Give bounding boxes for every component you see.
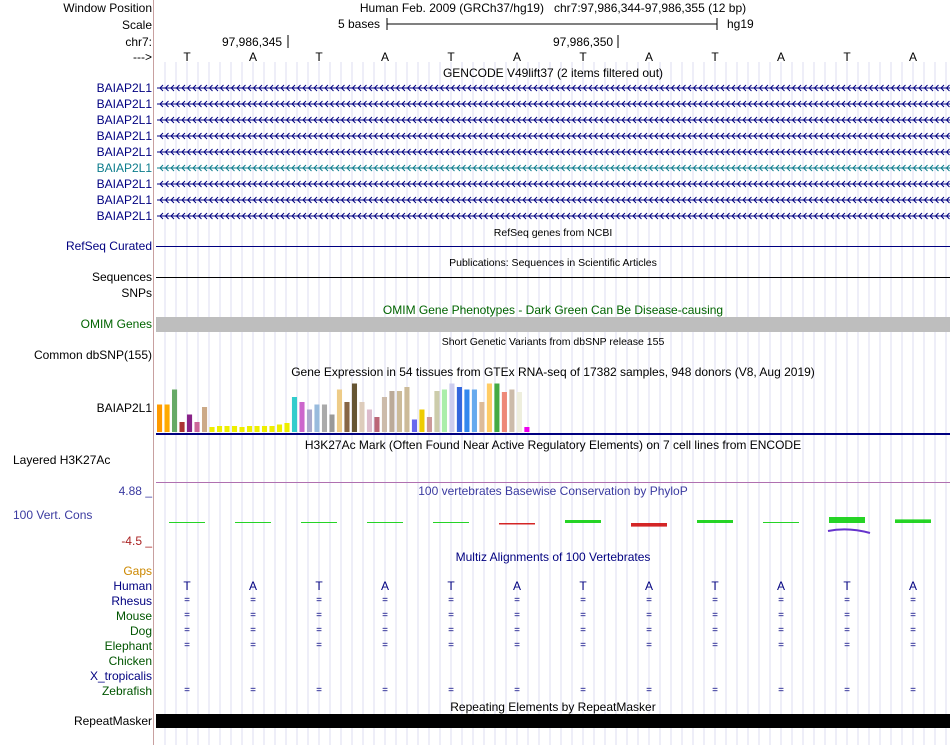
window-position-label: Window Position — [63, 1, 152, 15]
multiz-base: = — [514, 610, 520, 621]
refseq-center-label: RefSeq genes from NCBI — [493, 227, 613, 239]
conservation-bar — [829, 517, 865, 523]
coordinate-tick-2: 97,986,350 — [553, 35, 614, 49]
publications-track-label[interactable]: Sequences — [91, 270, 152, 284]
h3k27ac-center-label: H3K27Ac Mark (Often Found Near Active Regulatory Elements) on 7 cell lines from ENCODE — [304, 438, 802, 452]
refseq-track-label[interactable]: RefSeq Curated — [65, 239, 152, 253]
base-letter: A — [380, 50, 389, 64]
gaps-label: Gaps — [123, 564, 152, 578]
multiz-base: = — [184, 595, 190, 606]
conservation-bar — [169, 522, 205, 523]
multiz-base: = — [580, 595, 586, 606]
multiz-base: T — [183, 579, 191, 593]
multiz-base: = — [712, 640, 718, 651]
snps-label: SNPs — [121, 286, 152, 300]
conservation-bar — [763, 522, 799, 523]
conservation-bar — [367, 522, 403, 523]
multiz-base: = — [316, 640, 322, 651]
multiz-base: = — [778, 595, 784, 606]
strand-label: ---> — [133, 50, 152, 64]
multiz-species-label[interactable]: Elephant — [104, 639, 152, 653]
multiz-base: = — [778, 625, 784, 636]
multiz-base: = — [778, 610, 784, 621]
base-letter: A — [248, 50, 257, 64]
multiz-base: = — [382, 685, 388, 696]
multiz-base: = — [514, 625, 520, 636]
base-letter: T — [711, 50, 719, 64]
conservation-bar — [895, 519, 931, 523]
multiz-base: = — [250, 640, 256, 651]
multiz-base: = — [646, 640, 652, 651]
conservation-bar — [631, 523, 667, 527]
gencode-transcript-label[interactable]: BAIAP2L1 — [96, 113, 152, 127]
repeatmasker-bar[interactable] — [156, 714, 950, 728]
multiz-base: = — [778, 685, 784, 696]
gencode-transcript-label[interactable]: BAIAP2L1 — [96, 97, 152, 111]
conservation-max-label: 4.88 _ — [118, 484, 152, 498]
multiz-base: T — [447, 579, 455, 593]
scale-value: 5 bases — [338, 17, 381, 31]
multiz-base: = — [448, 685, 454, 696]
multiz-base: = — [448, 640, 454, 651]
multiz-base: = — [844, 625, 850, 636]
repeatmasker-center-label: Repeating Elements by RepeatMasker — [450, 700, 656, 714]
base-letter: T — [183, 50, 191, 64]
multiz-base: = — [844, 640, 850, 651]
multiz-base: = — [844, 685, 850, 696]
base-letter: T — [447, 50, 455, 64]
coordinate-tick-1: 97,986,345 — [222, 35, 283, 49]
base-letter: A — [644, 50, 653, 64]
multiz-species-label[interactable]: Human — [113, 579, 152, 593]
multiz-base: = — [910, 595, 916, 606]
chrom-label: chr7: — [125, 35, 152, 49]
multiz-base: = — [712, 610, 718, 621]
multiz-base: = — [184, 610, 190, 621]
gencode-transcript-label[interactable]: BAIAP2L1 — [96, 161, 152, 175]
multiz-center-label: Multiz Alignments of 100 Vertebrates — [455, 550, 651, 564]
multiz-base: = — [514, 685, 520, 696]
multiz-base: = — [646, 595, 652, 606]
conservation-bar — [301, 522, 337, 523]
multiz-base: = — [712, 595, 718, 606]
base-letter: A — [512, 50, 521, 64]
position-text: chr7:97,986,344-97,986,355 (12 bp) — [553, 1, 747, 15]
publications-center-label: Publications: Sequences in Scientific Articles — [449, 257, 657, 269]
multiz-base: = — [184, 640, 190, 651]
multiz-base: A — [644, 579, 653, 593]
base-letter: A — [908, 50, 917, 64]
multiz-base: = — [448, 595, 454, 606]
multiz-base: = — [580, 625, 586, 636]
multiz-base: = — [382, 595, 388, 606]
multiz-base: = — [316, 685, 322, 696]
multiz-base: A — [908, 579, 917, 593]
multiz-base: = — [184, 685, 190, 696]
multiz-base: = — [712, 625, 718, 636]
multiz-base: = — [448, 625, 454, 636]
assembly-text: Human Feb. 2009 (GRCh37/hg19) — [359, 1, 544, 15]
scale-db: hg19 — [727, 17, 754, 31]
multiz-base: = — [844, 595, 850, 606]
multiz-base: = — [778, 640, 784, 651]
multiz-base: = — [514, 640, 520, 651]
gencode-transcript-label[interactable]: BAIAP2L1 — [96, 145, 152, 159]
multiz-base: = — [448, 610, 454, 621]
multiz-base: = — [316, 610, 322, 621]
multiz-species-label[interactable]: Rhesus — [111, 594, 152, 608]
base-letter: T — [579, 50, 587, 64]
gtex-center-label: Gene Expression in 54 tissues from GTEx RNA-seq of 17382 samples, 948 donors (V8, Aug 2019) — [291, 365, 815, 379]
conservation-bar — [433, 522, 469, 523]
multiz-base: A — [512, 579, 521, 593]
multiz-base: = — [580, 640, 586, 651]
gtex-track-label[interactable]: BAIAP2L1 — [96, 401, 152, 415]
gencode-transcript-label[interactable]: BAIAP2L1 — [96, 177, 152, 191]
multiz-base: = — [250, 610, 256, 621]
conservation-bar — [499, 523, 535, 525]
dbsnp-track-label[interactable]: Common dbSNP(155) — [33, 348, 152, 362]
multiz-base: = — [646, 610, 652, 621]
multiz-base: = — [250, 685, 256, 696]
multiz-base: = — [844, 610, 850, 621]
multiz-base: A — [380, 579, 389, 593]
gencode-track-title: GENCODE V49lift37 (2 items filtered out) — [442, 66, 664, 80]
multiz-base: A — [248, 579, 257, 593]
dbsnp-center-label: Short Genetic Variants from dbSNP release 155 — [441, 336, 665, 348]
multiz-base: = — [382, 610, 388, 621]
base-letter: T — [843, 50, 851, 64]
conservation-bar — [235, 522, 271, 523]
multiz-base: T — [711, 579, 719, 593]
base-letter: A — [776, 50, 785, 64]
h3k27ac-track-label[interactable]: Layered H3K27Ac — [13, 453, 111, 467]
conservation-tail — [828, 529, 870, 533]
multiz-species-label[interactable]: X_tropicalis — [89, 669, 152, 683]
multiz-base: = — [910, 625, 916, 636]
multiz-base: = — [250, 595, 256, 606]
multiz-base: = — [250, 625, 256, 636]
multiz-base: A — [776, 579, 785, 593]
multiz-base: = — [910, 685, 916, 696]
multiz-base: = — [316, 625, 322, 636]
multiz-species-label[interactable]: Mouse — [115, 609, 152, 623]
omim-track-label[interactable]: OMIM Genes — [80, 317, 152, 331]
conservation-min-label: -4.5 _ — [121, 534, 152, 548]
multiz-base: T — [843, 579, 851, 593]
conservation-bar — [697, 520, 733, 523]
multiz-base: = — [910, 640, 916, 651]
multiz-base: T — [579, 579, 587, 593]
multiz-base: = — [382, 625, 388, 636]
scale-label: Scale — [121, 18, 152, 32]
multiz-base: = — [184, 625, 190, 636]
gencode-transcript-label[interactable]: BAIAP2L1 — [96, 129, 152, 143]
multiz-base: = — [910, 610, 916, 621]
gencode-transcript-label[interactable]: BAIAP2L1 — [96, 209, 152, 223]
multiz-base: = — [646, 685, 652, 696]
gencode-transcript-label[interactable]: BAIAP2L1 — [96, 81, 152, 95]
multiz-base: T — [315, 579, 323, 593]
base-letter: T — [315, 50, 323, 64]
gencode-transcript-label[interactable]: BAIAP2L1 — [96, 193, 152, 207]
omim-center-label: OMIM Gene Phenotypes - Dark Green Can Be Disease-causing — [382, 303, 724, 317]
multiz-base: = — [382, 640, 388, 651]
conservation-bar — [565, 520, 601, 523]
multiz-base: = — [646, 625, 652, 636]
conservation-center-label: 100 vertebrates Basewise Conservation by PhyloP — [418, 484, 688, 498]
multiz-species-label[interactable]: Chicken — [108, 654, 152, 668]
multiz-base: = — [514, 595, 520, 606]
multiz-base: = — [316, 595, 322, 606]
multiz-base: = — [580, 685, 586, 696]
multiz-base: = — [580, 610, 586, 621]
multiz-base: = — [712, 685, 718, 696]
conservation-track-label[interactable]: 100 Vert. Cons — [13, 508, 93, 522]
multiz-species-label[interactable]: Zebrafish — [101, 684, 152, 698]
repeatmasker-track-label[interactable]: RepeatMasker — [73, 714, 152, 728]
multiz-species-label[interactable]: Dog — [129, 624, 152, 638]
